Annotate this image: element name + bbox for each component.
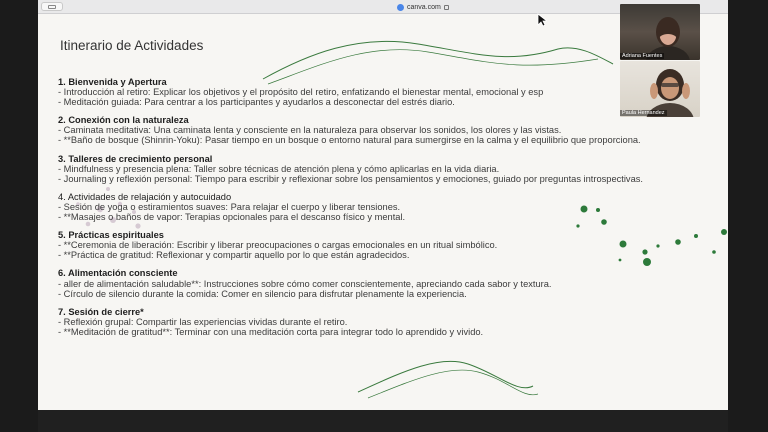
list-item: - Meditación guiada: Para centrar a los participantes y ayudarlos a desconectar del estrés diario. <box>58 97 455 108</box>
list-item: - aller de alimentación saludable**: Instrucciones sobre cómo comer conscientemente, apreciando cada sabor y textura. <box>58 278 552 289</box>
section-heading: 5. Prácticas espirituales <box>58 230 164 241</box>
list-item: - Círculo de silencio durante la comida: Comer en silencio para disfrutar plenamente la experiencia. <box>58 288 467 299</box>
list-item: - **Práctica de gratitud: Reflexionar y compartir aquello por lo que están agradecidos. <box>58 250 410 261</box>
person-avatar-icon <box>620 4 700 60</box>
list-item: - Caminata meditativa: Una caminata lenta y consciente en la naturaleza para observar los sonidos, los olores y las vistas. <box>58 125 562 136</box>
lock-icon <box>444 5 449 10</box>
person-avatar-icon <box>620 61 700 117</box>
globe-icon <box>397 4 404 11</box>
participant-name: Adriana Fuentes <box>622 53 663 59</box>
section-1 <box>58 77 698 107</box>
section-heading: 1. Bienvenida y Apertura <box>58 77 167 87</box>
url-text: canva.com <box>407 3 441 11</box>
list-item: - Sesión de yoga o estiramientos suaves: Para relajar el cuerpo y liberar tensiones. <box>58 201 401 212</box>
list-item: - **Baño de bosque (Shinrin-Yoku): Pasar tiempo en un bosque o entorno natural para sumergirse en la calma y el equilibrio que proporciona. <box>58 135 641 146</box>
section-7 <box>58 307 698 337</box>
section-heading: 4. Actividades de relajación y autocuidado <box>58 191 232 202</box>
list-item: - **Meditación de gratitud**: Terminar con una meditación corta para integrar todo lo aprendido y vivido. <box>58 326 484 337</box>
participant-video-tile[interactable] <box>620 4 700 60</box>
list-item: - Mindfulness y presencia plena: Taller sobre técnicas de atención plena y cómo aplicarlas en la vida diaria. <box>58 163 500 174</box>
section-2 <box>58 115 698 145</box>
participant-name: Paula Hernandez <box>622 110 665 116</box>
slide-title: Itinerario de Actividades <box>60 38 204 53</box>
list-item: - **Ceremonia de liberación: Escribir y liberar preocupaciones o cargas emocionales en un ritual simbólico. <box>58 240 498 251</box>
sidebar-toggle-icon[interactable] <box>41 2 63 11</box>
section-3 <box>58 154 698 184</box>
section-4 <box>58 192 698 222</box>
list-item: - Introducción al retiro: Explicar los objetivos y el propósito del retiro, enfatizando el bienestar mental, emocional y esp <box>58 87 544 98</box>
section-6 <box>58 268 698 298</box>
mouse-cursor-icon <box>537 13 547 27</box>
bottom-bar <box>38 410 728 432</box>
list-item: - **Masajes o baños de vapor: Terapias opcionales para el descanso físico y mental. <box>58 212 406 223</box>
section-heading: 3. Talleres de crecimiento personal <box>58 153 213 164</box>
itinerary-list <box>58 77 698 345</box>
list-item: - Journaling y reflexión personal: Tiempo para escribir y reflexionar sobre los pensamientos y emociones, guiado por preguntas introspectivas. <box>58 173 643 184</box>
section-5 <box>58 230 698 260</box>
participant-video-tile[interactable] <box>620 61 700 117</box>
section-heading: 7. Sesión de cierre* <box>58 306 144 317</box>
list-item: - Reflexión grupal: Compartir las experiencias vividas durante el retiro. <box>58 316 348 327</box>
address-bar[interactable] <box>397 2 449 12</box>
section-heading: 2. Conexión con la naturaleza <box>58 115 189 126</box>
section-heading: 6. Alimentación consciente <box>58 268 178 279</box>
